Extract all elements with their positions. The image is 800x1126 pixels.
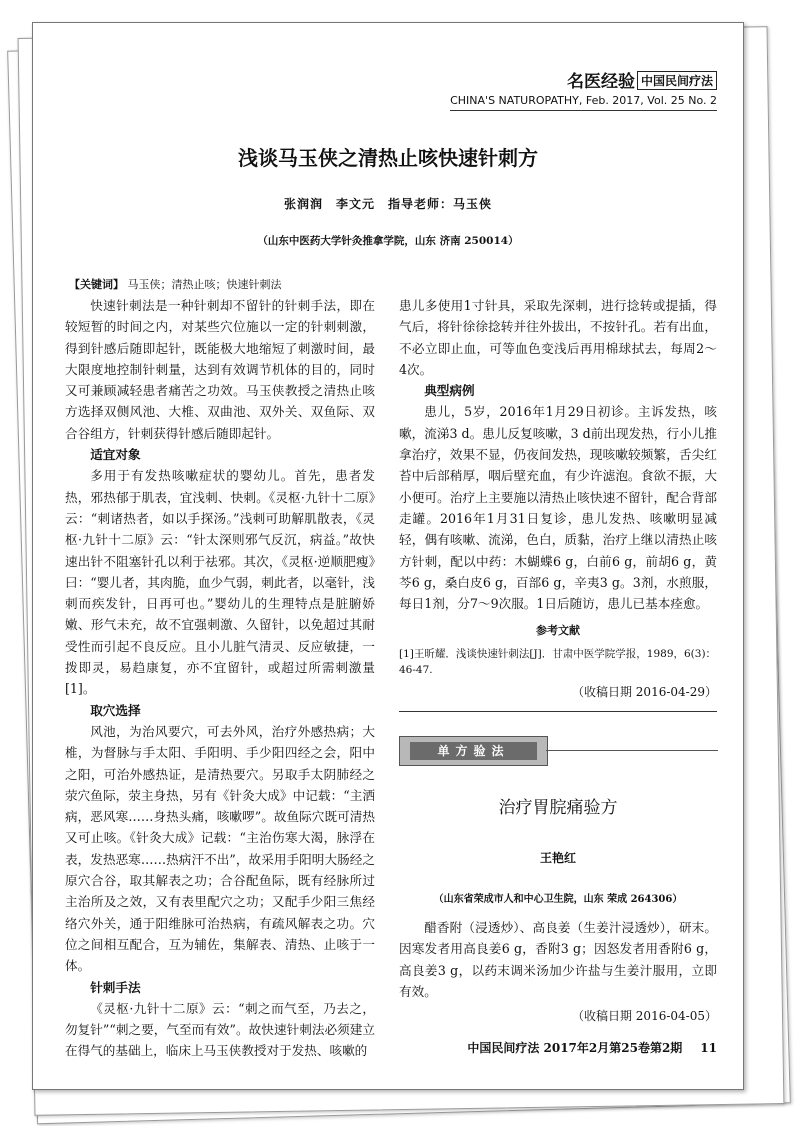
journal-name-box: 中国民间疗法 <box>637 71 717 90</box>
article2-author: 王艳红 <box>539 851 576 865</box>
references-heading: 参考文献 <box>536 624 580 638</box>
paragraph: 醋香附（浸透炒）、高良姜（生姜汁浸透炒），研末。因寒发者用高良姜6 g，香附3 g；因怒发者用香附6 g，高良姜3 g，以药末调米汤加少许盐与生姜汁服用，立即有效。 <box>399 920 717 999</box>
paragraph: 多用于有发热咳嗽症状的婴幼儿。首先，患者发热，邪热郁于肌表，宜浅刺、快刺。《灵枢·九针十二原》云：“刺诸热者，如以手探汤。”浅刺可助解肌散表，《灵枢·九针十二原》云：“针太深则邪气反沉，病益。”故快速出针不阻塞针孔以利于祛邪。其次，《灵枢·逆顺肥瘦》曰：“婴儿者，其肉脆，血少气弱，刺此者，以毫针，浅刺而疾发针，日再可也。”婴幼儿的生理特点是脏腑娇嫩、形气未充，故不宜强刺激、久留针，以免超过其耐受性而引起不良反应。且小儿脏气清灵、反应敏捷，一拨即灵，易趋康复，亦不宜留针，或超过所需刺激量[1]。 <box>65 468 375 697</box>
paragraph: 《灵枢·九针十二原》云：“刺之而气至，乃去之，勿复针”“刺之要，气至而有效”。故快速针刺法必须建立在得气的基础上，临床上马玉侠教授对于发热、咳嗽的 <box>65 1000 375 1059</box>
page-number: 11 <box>700 1041 717 1055</box>
section-heading: 针刺手法 <box>90 979 141 995</box>
column-brand-text: 名医经验 <box>566 72 635 92</box>
running-header <box>450 67 717 111</box>
keywords <box>69 276 282 292</box>
banner-rule <box>546 750 718 751</box>
article-title: 浅谈马玉侠之清热止咳快速针刺方 <box>238 146 538 170</box>
divider <box>399 711 717 712</box>
section-heading: 适宜对象 <box>90 447 141 463</box>
keywords-label: 【关键词】 <box>69 278 124 291</box>
journal-page <box>32 22 744 1090</box>
paragraph: 患儿多使用1寸针具，采取先深刺，进行捻转或提插，得气后，将针徐徐捻转并往外拔出，不按针孔。若有出血，不必立即止血，可等血色变浅后再用棉球拭去，每周2～4次。 <box>399 298 717 377</box>
article2-affiliation: （山东省荣成市人和中心卫生院，山东 荣成 264306） <box>433 894 683 905</box>
section-banner <box>399 736 548 766</box>
article2-title: 治疗胃脘痛验方 <box>498 798 618 818</box>
column-brand <box>450 67 717 92</box>
paragraph: 风池，为治风要穴，可去外风，治疗外感热病；大椎，为督脉与手太阳、手阳明、手少阳四经之会，阳中之阳，可治外感热证，是清热要穴。另取手太阴肺经之荥穴鱼际，荥主身热，另有《针灸大成》中记载：“主洒病，恶风寒……身热头痛，咳嗽啰”。故鱼际穴既可清热又可止咳。《针灸大成》记载：“主治伤寒大渴，脉浮在表，发热恶寒……热病汗不出”，故采用手阳明大肠经之原穴合谷，取其解表之功；合谷配鱼际，既有经脉所过主治所及之效，又有表里配穴之功；又配手少阳三焦经络穴外关，通于阳维脉可治热病，有疏风解表之功。穴位之间相互配合，互为辅佐，集解表、清热、止咳于一体。 <box>65 723 375 974</box>
received-date: （收稿日期 2016-04-29） <box>571 684 717 699</box>
page-footer <box>399 1039 717 1056</box>
article2-received-date: （收稿日期 2016-04-05） <box>571 1009 717 1024</box>
reference-item: [1]王昕耀．浅谈快速针刺法[J]．甘肃中医学院学报，1989，6(3)：46-47. <box>399 647 717 676</box>
section-heading: 取穴选择 <box>90 702 141 718</box>
article-affiliation: （山东中医药大学针灸推拿学院，山东 济南 250014） <box>257 235 519 247</box>
journal-citation: CHINA'S NATUROPATHY, Feb. 2017, Vol. 25 No. 2 <box>450 94 717 111</box>
right-column <box>399 295 717 712</box>
section-heading: 典型病例 <box>424 383 475 399</box>
article-authors: 张润润 李文元 指导老师：马玉侠 <box>283 197 492 211</box>
footer-journal-issue: 中国民间疗法 2017年2月第25卷第2期 <box>467 1041 683 1055</box>
paragraph: 快速针刺法是一种针刺却不留针的针刺手法，即在较短暂的时间之内，对某些穴位施以一定的针刺刺激，得到针感后随即起针，既能极大地缩短了刺激时间，最大限度地控制针刺量，达到有效调节机体的目的，同时又可兼顾减轻患者痛苦之功效。马玉侠教授之清热止咳方选择双侧风池、大椎、双曲池、双外关、双鱼际、双合谷组方，针刺获得针感后随即起针。 <box>65 298 375 441</box>
paragraph: 患儿，5岁，2016年1月29日初诊。主诉发热，咳嗽，流涕3 d。患儿反复咳嗽，3 d前出现发热，行小儿推拿治疗，效果不显，仍夜间发热，现咳嗽较频繁，舌尖红苔中后部稍厚，咽后壁充血，有少许滤泡。食欲不振，大小便可。治疗上主要施以清热止咳快速不留针，配合背部走罐。2016年1月31日复诊，患儿发热、咳嗽明显减轻，偶有咳嗽、流涕，色白，质黏，治疗上继以清热止咳方针刺，配以中药：木蝴蝶6 g，白前6 g，前胡6 g，黄芩6 g，桑白皮6 g，百部6 g，辛夷3 g。3剂，水煎服，每日1剂，分7～9次服。1日后随访，患儿已基本痊愈。 <box>399 404 717 612</box>
left-column <box>65 295 375 1062</box>
section-banner-label: 单方验法 <box>410 742 537 760</box>
keywords-text: 马玉侠；清热止咳；快速针刺法 <box>127 278 282 291</box>
article2-body <box>399 917 717 1027</box>
